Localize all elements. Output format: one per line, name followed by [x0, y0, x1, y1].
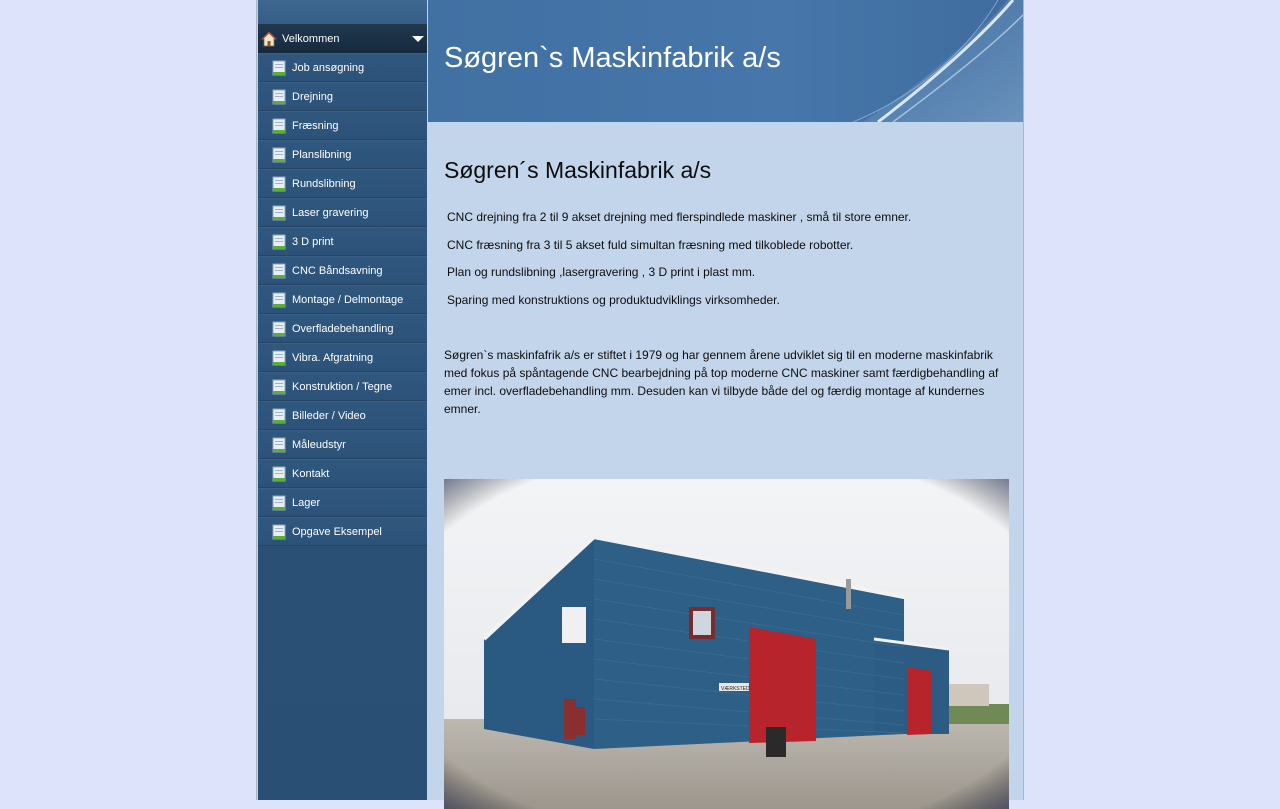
- sidebar-item-rundslibning[interactable]: [258, 169, 427, 198]
- page-icon: [272, 350, 286, 366]
- feature-item: CNC fræsning fra 3 til 5 akset fuld simultan fræsning med tilkoblede robotter.: [447, 237, 854, 252]
- page-icon: [272, 408, 286, 424]
- page-icon: [272, 466, 286, 482]
- sidebar-item-label: Fræsning: [292, 119, 339, 132]
- sidebar-item-label: CNC Båndsavning: [292, 264, 383, 277]
- sidebar-item-billeder-video[interactable]: [258, 401, 427, 430]
- sidebar-item-label: Velkommen: [282, 32, 340, 45]
- sidebar-item-job-ansogning[interactable]: [258, 53, 427, 82]
- sidebar-item-montage[interactable]: [258, 285, 427, 314]
- sidebar-item-label: Drejning: [292, 90, 333, 103]
- sidebar-nav-list: [258, 53, 427, 546]
- page-icon: [272, 60, 286, 76]
- chevron-down-icon[interactable]: [412, 36, 424, 42]
- sidebar-item-label: Laser gravering: [292, 206, 369, 219]
- header-swoosh-graphic: [823, 0, 1023, 122]
- page-title: Søgren´s Maskinfabrik a/s: [444, 157, 712, 183]
- sidebar-item-label: Billeder / Video: [292, 409, 366, 422]
- sidebar-item-label: 3 D print: [292, 235, 334, 248]
- feature-item: CNC drejning fra 2 til 9 akset drejning med flerspindlede maskiner , små til store emner.: [447, 210, 912, 224]
- page-icon: [272, 176, 286, 192]
- sidebar-item-maleudstyr[interactable]: [258, 430, 427, 459]
- feature-list: [447, 210, 1009, 320]
- page-icon: [272, 234, 286, 250]
- sidebar-item-kontakt[interactable]: [258, 459, 427, 488]
- page-icon: [272, 524, 286, 540]
- main-content: [444, 122, 1009, 418]
- page-icon: [272, 205, 286, 221]
- sidebar-item-planslibning[interactable]: [258, 140, 427, 169]
- sidebar-item-label: Kontakt: [292, 467, 330, 480]
- site-title: Søgren`s Maskinfabrik a/s: [444, 42, 781, 74]
- sidebar-item-fraesning[interactable]: [258, 111, 427, 140]
- page-icon: [272, 89, 286, 105]
- home-icon: [261, 31, 277, 47]
- page-icon: [272, 437, 286, 453]
- page-icon: [272, 118, 286, 134]
- sidebar: [258, 0, 427, 800]
- feature-item: Plan og rundslibning ,lasergravering , 3 D print i plast mm.: [447, 265, 756, 280]
- sidebar-item-label: Måleudstyr: [292, 438, 346, 451]
- sidebar-item-cnc-bandsavning[interactable]: [258, 256, 427, 285]
- sidebar-item-label: Overfladebehandling: [292, 322, 394, 335]
- factory-photo: [444, 479, 1009, 809]
- sidebar-item-label: Planslibning: [292, 148, 352, 161]
- sidebar-item-label: Lager: [292, 496, 321, 509]
- page-container: [256, 0, 1024, 800]
- sidebar-item-label: Job ansøgning: [292, 61, 365, 74]
- sidebar-item-overfladebehandling[interactable]: [258, 314, 427, 343]
- page-icon: [272, 263, 286, 279]
- sidebar-item-laser-gravering[interactable]: [258, 198, 427, 227]
- sidebar-item-drejning[interactable]: [258, 82, 427, 111]
- intro-paragraph: Søgren`s maskinfafrik a/s er stiftet i 1979 og har gennem årene udviklet sig til en moderne maskinfabrik med fokus på spåntagende CNC bearbejdning på top moderne CNC maskiner samt færdigbehandling af emer incl. overfladebehandling mm. Desuden kan vi tilbyde både del og færdig montage af kundernes emner.: [444, 348, 999, 417]
- sidebar-item-3d-print[interactable]: [258, 227, 427, 256]
- sidebar-item-label: Konstruktion / Tegne: [292, 380, 393, 393]
- page-icon: [272, 495, 286, 511]
- sidebar-item-label: Opgave Eksempel: [292, 525, 382, 538]
- sidebar-item-label: Montage / Delmontage: [292, 293, 404, 306]
- sidebar-item-vibra-afgratning[interactable]: [258, 343, 427, 372]
- site-header: [428, 0, 1023, 122]
- sidebar-item-velkommen[interactable]: [258, 24, 427, 53]
- page-icon: [272, 147, 286, 163]
- page-icon: [272, 379, 286, 395]
- sidebar-item-opgave-eksempel[interactable]: [258, 517, 427, 546]
- sidebar-top-bar: [258, 0, 427, 24]
- sidebar-item-label: Rundslibning: [292, 177, 356, 190]
- feature-item: Sparing med konstruktions og produktudviklings virksomheder.: [447, 292, 780, 307]
- page-icon: [272, 292, 286, 308]
- page-icon: [272, 321, 286, 337]
- sidebar-item-label: Vibra. Afgratning: [292, 351, 374, 364]
- sidebar-item-konstruktion[interactable]: [258, 372, 427, 401]
- sidebar-item-lager[interactable]: [258, 488, 427, 517]
